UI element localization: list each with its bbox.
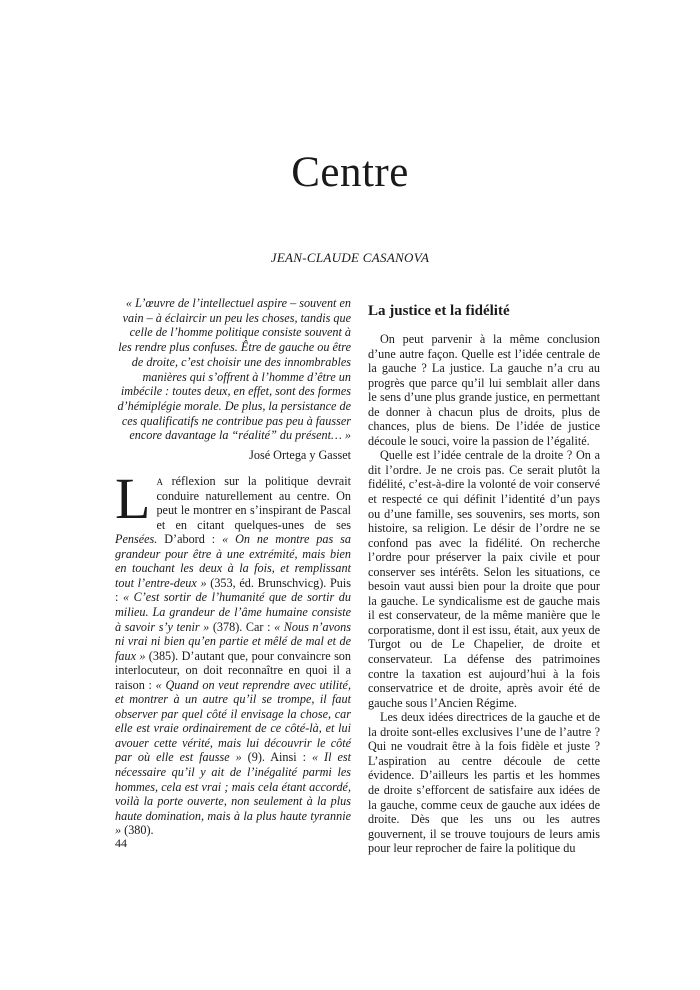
pascal-quote: « C’est sortir de l’humanité que de sortir du milieu. La grandeur de l’âme humaine consiste à savoir s’y tenir » — [115, 590, 351, 634]
page-number: 44 — [115, 836, 127, 850]
text-run: (378). Car : — [209, 619, 275, 634]
text-run: (380). — [121, 823, 154, 838]
body-paragraph: Quelle est l’idée centrale de la droite ? On a dit l’ordre. Je ne crois pas. Ce serait plutôt la fidélité, c’est-à-dire la volonté de voir conservé et respecté ce qui définit l’identité d’un pays ou d’une famille, ses souvenirs, ses morts, son histoire, sa religion. Le désir de l’ordre ne se confond pas avec la fidélité. On recherche l’ordre pour préserver la paix civile et pour conserver ses intérêts. Selon les situations, ce besoin vaut aussi bien pour la droite que pour la gauche. Le syndicalisme est de gauche mais il est conservateur, de la même manière que le corporatisme, dont il est issu, était, aux yeux de Turgot ou de Le Chapelier, de droite et conservateur. La défense des patrimoines contre la taxation est aujourd’hui à la fois conservatrice et de droite, après avoir été de gauche sous l’Ancien Régime. — [368, 448, 600, 710]
section-heading: La justice et la fidélité — [368, 303, 510, 319]
text-run: (385). D’autant que, pour convaincre son interlocuteur, on doit reconnaître en quoi il a raison : — [115, 648, 351, 692]
book-title: Pensées. — [115, 532, 158, 547]
body-paragraph: Les deux idées directrices de la gauche et de la droite sont-elles exclusives l’une de l’autre ? Qui ne voudrait être à la fois fidèle et juste ? L’aspiration au centre découle de cette évidence. D’ailleurs les partis et les hommes de droite s’efforcent de satisfaire aux idées de la gauche, comme ceux de gauche aux idées de droite. Dès que les uns ou les autres gouvernent, il se trouve toujours de leurs amis pour leur reprocher de faire la politique du — [368, 710, 600, 856]
text-run: (353, éd. Brunschvicg). Puis : — [115, 575, 352, 605]
drop-cap: L — [115, 466, 151, 532]
author-name: JEAN-CLAUDE CASANOVA — [270, 250, 430, 265]
opening-paragraph — [115, 466, 352, 838]
body-paragraph: On peut parvenir à la même conclusion d’une autre façon. Quelle est l’idée centrale de la gauche ? La justice. La gauche n’a cru au progrès que parce qu’il lui semblait aller dans le sens d’une plus grande justice, en permettant de donner à chacun plus de droits, plus de chances, plus de biens. De l’idée de justice découle le souci, voire la passion de l’égalité. — [368, 332, 600, 448]
pascal-quote: « Nous n’avons ni vrai ni bien qu’en partie et mêlé de mal et de faux » — [115, 619, 351, 663]
pascal-quote: « Il est nécessaire qu’il y ait de l’inégalité parmi les hommes, cela est vrai ; mais cela étant accordé, voilà la porte ouverte, non seulement à la plus haute domination, mais à la plus haute tyrannie » — [115, 750, 351, 838]
pascal-quote: « Quand on veut reprendre avec utilité, et montrer à un autre qu’il se trompe, il faut observer par quel côté il envisage la chose, car elle est vraie ordinairement de ce côté-là, et lui avouer cette vérité, mais lui découvrir le côté par où elle est fausse » — [115, 677, 351, 765]
right-column — [368, 296, 600, 856]
text-run: réflexion sur la politique devrait conduire naturellement au centre. On peut le montrer en s’inspirant de Pascal et en citant quelques-unes de ses — [156, 474, 351, 532]
article-title: Centre — [291, 149, 409, 196]
epigraph-author: José Ortega y Gasset — [249, 448, 351, 463]
pascal-quote: « On ne montre pas sa grandeur pour être à une extrémité, mais bien en touchant les deux à la fois, et remplissant tout l’entre-deux » — [115, 532, 351, 590]
text-run: D’abord : — [157, 532, 223, 547]
epigraph-quote: « L’œuvre de l’intellectuel aspire – souvent en vain – à éclaircir un peu les choses, tandis que celle de l’homme politique consiste souvent à les rendre plus confuses. Être de gauche ou être de droite, c’est choisir une des innombrables manières qui s’offrent à l’homme d’être un imbécile : toutes deux, en effet, sont des formes d’hémiplégie morale. De plus, la persistance de ces qualificatifs ne contribue pas peu à fausser encore davantage la “réalité” du présent… » — [117, 296, 351, 443]
left-column — [115, 296, 351, 838]
text-run: (9). Ainsi : — [241, 750, 312, 765]
opening-smallcaps: a — [156, 474, 163, 489]
